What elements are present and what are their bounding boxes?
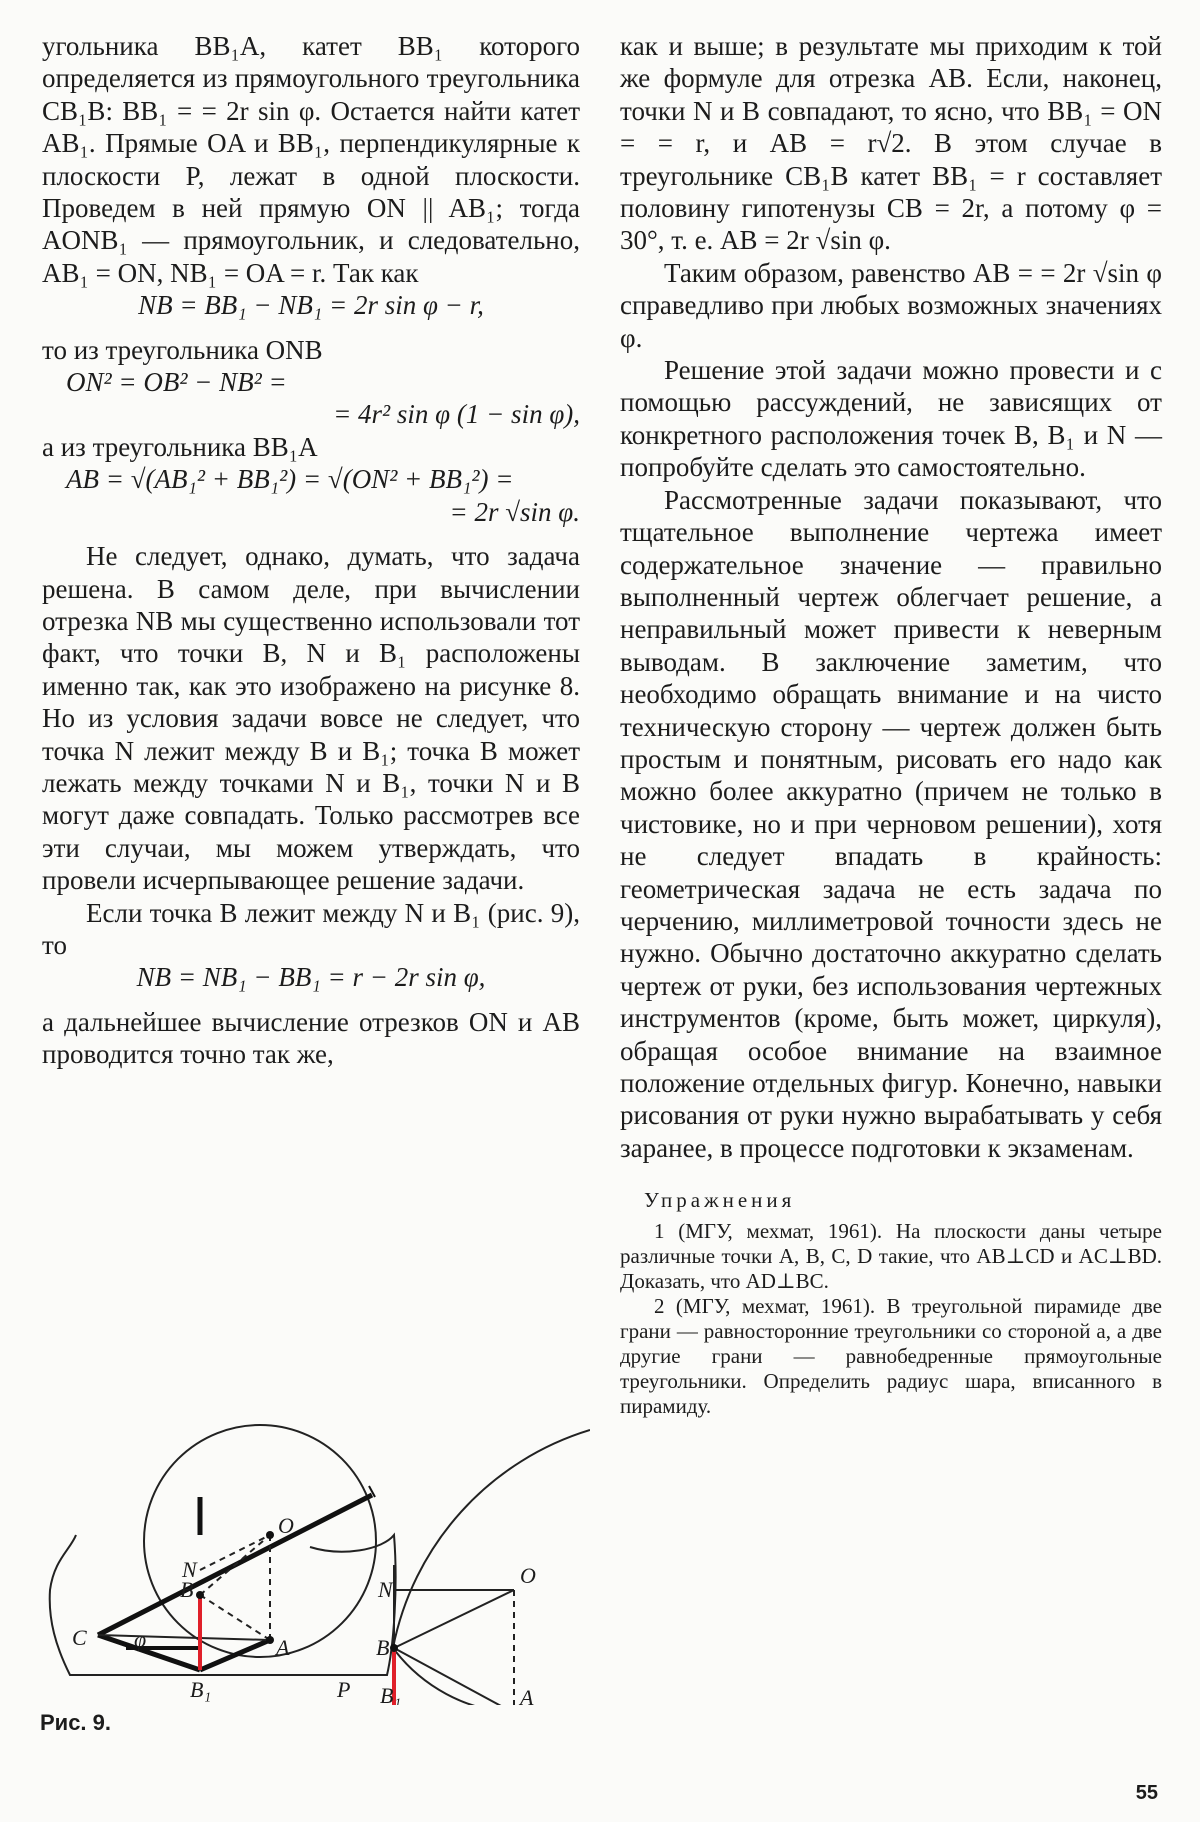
formula: AB = √(AB₁² + BB₁²) = √(ON² + BB₁²) =	[66, 464, 514, 495]
line-ca	[98, 1635, 270, 1640]
formula: = 4r² sin φ (1 − sin φ),	[333, 399, 580, 430]
spacer	[42, 994, 580, 1006]
formula: = 2r √sin φ.	[449, 496, 580, 527]
page-number: 55	[1135, 1782, 1158, 1804]
paragraph: Рассмотренные задачи показывают, что тщательное выполнение чертежа имеет содержательное значение — правильно выполненный чертеж облегчает решение, а неправильный может привести к неверным выводам. В заключение заметим, что необходимо обращать внимание и на чисто техническую сторону — чертеж должен быть простым и понятным, рисовать его надо как можно более аккуратно (причем не только в чистовике, но и при черновом решении), хотя не следует впадать в крайность: геометрическая задача не есть задача по черчению, миллиметровой точности здесь не нужно. Обычно достаточно аккуратно сделать чертеж от руки, без использования чертежных инструментов (кроме, быть может, циркуля), обращая особое внимание на взаимное положение отдельных фигур. Конечно, навыки рисования от руки нужно вырабатывать у себя заранее, в процессе подготовки к экзаменам.	[620, 484, 1162, 1163]
paragraph: Таким образом, равенство AB = = 2r √sin φ справедливо при любых возможных значениях φ.	[620, 257, 1162, 353]
point-b	[196, 1591, 204, 1599]
paragraph: Не следует, однако, думать, что задача решена. В самом деле, при вычислении отрезка NB мы существенно использовали тот факт, что точки B, N и B₁ расположены именно так, как это изображено на рисунке 8. Но из условия задачи вовсе не следует, что точка N лежит между B и B₁; точка B может лежать между точками N и B₁, точки N и B могут даже совпадать. Только рассмотрев все эти случаи, мы можем утверждать, что провели исчерпывающее решение задачи.	[42, 541, 580, 896]
formula: NB = NB₁ − BB₁ = r − 2r sin φ,	[136, 962, 486, 993]
label-o-right: O	[520, 1563, 536, 1588]
label-a-right: A	[520, 1685, 534, 1705]
paragraph: а дальнейшее вычисление отрезков ON и AB проводится точно так же,	[42, 1006, 580, 1070]
spacer	[42, 528, 580, 540]
line-bo-right	[394, 1590, 514, 1648]
exercises-title: Упражнения	[644, 1188, 796, 1213]
paragraph: как и выше; в результате мы приходим к той же формуле для отрезка AB. Если, наконец, точки N и B совпадают, то ясно, что BB₁ = ON = = r, и AB = r√2. В этом случае в треугольнике CB₁B катет BB₁ = r составляет половину гипотенузы CB = 2r, а потому φ = 30°, т. е. AB = 2r √sin φ.	[620, 31, 1162, 256]
exercise-item: 2 (МГУ, мехмат, 1961). В треугольной пирамиде две грани — равносторонние треугольники со стороной a, а две другие грани — равнобедренные прямоугольные треугольники. Определить радиус шара, вписанного в пирамиду.	[620, 1294, 1162, 1419]
paragraph: Решение этой задачи можно провести и с помощью рассуждений, не зависящих от конкретного расположения точек B, B₁ и N — попробуйте сделать это самостоятельно.	[620, 355, 1162, 483]
figure-9-drawing	[42, 1385, 590, 1705]
label-b1-right: B₁	[380, 1683, 402, 1705]
label-o-left: O	[278, 1513, 294, 1538]
paragraph: Если точка B лежит между N и B₁ (рис. 9), то	[42, 897, 580, 960]
label-phi: φ	[134, 1627, 147, 1652]
plane-p	[50, 1535, 396, 1675]
exercise-item: 1 (МГУ, мехмат, 1961). На плоскости даны четыре различные точки A, B, C, D такие, что AB⊥CD и AC⊥BD. Доказать, что AD⊥BC.	[620, 1219, 1162, 1294]
formula: ON² = OB² − NB² =	[66, 367, 287, 398]
line-ba	[200, 1595, 270, 1640]
formula: NB = BB₁ − NB₁ = 2r sin φ − r,	[138, 290, 484, 321]
label-b-left: B	[180, 1577, 194, 1602]
point-a	[266, 1636, 274, 1644]
paragraph: угольника BB₁A, катет BB₁ которого определяется из прямоугольного треугольника CB₁B: BB₁ = = 2r sin φ. Остается найти катет AB₁. Прямые OA и BB₁, перпендикулярные к плоскости P, лежат в одной плоскости. Проведем в ней прямую ON || AB₁; тогда AONB₁ — прямоугольник, и следовательно, AB₁ = ON, NB₁ = OA = r. Так как	[42, 31, 580, 288]
label-n-right: N	[378, 1577, 393, 1602]
line-ba-right	[394, 1648, 514, 1705]
right-column	[620, 30, 1162, 1419]
figure-9	[42, 1385, 590, 1705]
point-b-right	[390, 1644, 398, 1652]
point-o	[266, 1531, 274, 1539]
left-column	[42, 30, 580, 1071]
figure-caption: Рис. 9.	[40, 1710, 112, 1735]
line-cb1	[98, 1635, 200, 1670]
label-b-right: B	[376, 1635, 390, 1660]
spacer	[42, 322, 580, 334]
label-c-left: C	[72, 1625, 87, 1650]
line-b1a	[200, 1640, 270, 1670]
right-arc	[393, 1430, 590, 1648]
paragraph: то из треугольника ONB	[42, 334, 323, 365]
label-n-left: N	[182, 1557, 197, 1582]
paragraph: а из треугольника BB₁A	[42, 431, 318, 462]
label-b1-left: B₁	[190, 1677, 212, 1702]
label-a-left: A	[276, 1635, 290, 1660]
label-p: P	[337, 1677, 351, 1702]
